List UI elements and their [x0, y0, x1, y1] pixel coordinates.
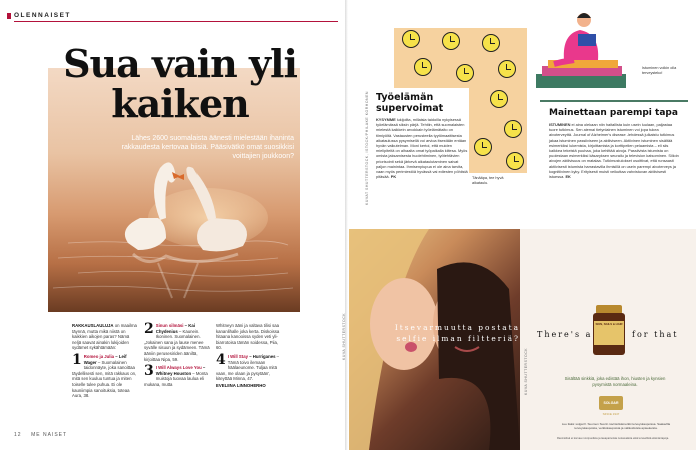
reader-caption: Istuminen voikin olla terveysteko! — [642, 66, 677, 75]
article-lead: Lähes 2600 suomalaista äänesti mielestään ihaninta rakkaudesta kertovaa biisiä. Pääsivätkö omat suosikkisi voittajien joukkoon? — [121, 135, 294, 160]
clock-icon — [456, 64, 474, 82]
song-title-4: I Will Stay — [227, 353, 249, 359]
memory-article-author: EK — [565, 174, 571, 180]
clock-icon — [498, 60, 516, 78]
song-title-1: Romeo ja Julia — [83, 353, 115, 359]
clock-icon — [414, 58, 432, 76]
body-column-2 — [144, 323, 210, 388]
memory-article-title: Mainettaan parempi tapa — [549, 108, 678, 118]
section-rule — [14, 21, 338, 22]
photo-credit-left: KUVA SHUTTERSTOCK — [342, 312, 346, 360]
clock-icon — [506, 152, 524, 170]
reading-woman-illustration — [534, 4, 630, 96]
song-number-2: 2 — [144, 321, 154, 337]
work-article-text: lukijoilta, millaisia taidoilla nykyisessä työelämässä siksin pärjä. Tehtiin, että suomalaisten mielestä kaikkein arvokkain työelämätaito on tiimiyöltä. Vastausten perusteella tyytömaattisesta aikataulussa pysymisellä voi arvioa itsestään entäan hyvän vaikutelman. Moni kertoi, että muiden mielipiteitä on alhaalta omat työpaikalla kiitesa. Myös omista jaksamisesta huolehtiminen, työtehtävien priorisointi sekä järkevä aikataulutaminen saivat paljon mainintaa. Ihmisenpiupua ei ole aina tarvita, vaan myös perimiestöä hyvässä vai ediesten pöhiistä pitäsää. — [376, 117, 468, 180]
song-item-1 — [72, 351, 138, 399]
work-article-lead: KYSYMME — [376, 117, 396, 122]
song-text-3: – Monta muistoja tuovaa laulua eli mukana, mutta — [144, 370, 208, 387]
song-title-2: Sinun silmäsi — [155, 323, 184, 328]
clock-caption: Tänääpa, tee hyvä aikataulu. — [472, 176, 504, 185]
body-column-1 — [72, 323, 138, 399]
song-artist-1: – Leif Wager — [83, 353, 127, 365]
ad-photo-credit: KUVA SHUTTERSTOCK — [524, 347, 528, 395]
page-folio — [14, 432, 67, 438]
song-number-3: 3 — [144, 363, 154, 380]
song-text-4: – Tämä toivo ilemaan häälaeunome. Tuljaa mitä vaan, me olaan ja pysytään', kiteyttää Minna, 47. — [216, 353, 280, 382]
ad-headline-right-2: for that — [632, 330, 679, 339]
ad-headline-left-line2: selfie ilman filtteriä? — [396, 334, 520, 343]
article-body — [72, 323, 340, 423]
intro-text: on maailma täynnä, mutta mikä niistä on kaikkien aikojen paras? Nämä neljä saavat ainakin lukijoiden sydämet sykähtämään: — [72, 323, 137, 351]
brand-logo: SOLGAR — [599, 396, 623, 410]
work-article-title: Työelämän supervoimat — [376, 92, 444, 114]
product-label: SKIN, NAILS & HAIR — [595, 322, 623, 326]
song-item-3 — [144, 365, 210, 387]
supplement-jar — [592, 305, 626, 355]
song-artist-2: – Kai Chydenius — [155, 323, 195, 334]
page-number: 12 — [14, 432, 22, 438]
ad-headline-left — [360, 322, 520, 344]
work-article-author: PK — [390, 174, 397, 180]
article-title — [60, 41, 300, 126]
intro-bold: RAKKAUSLAULUJA — [72, 323, 114, 328]
clock-icon — [490, 90, 508, 108]
song-number-4: 4 — [216, 351, 226, 368]
song-text-1: – Suomalainen taidonnäyte, joka sanoittaa täydellisesti sen, mitä rakkaus on, mitä sen kuuluu tuntua ja miten toiselle tulee puhua. Ei ole kauniimpia sanoituksia, toteaa Aura, 38. — [72, 359, 137, 399]
section-label: OLENNAISET — [14, 12, 71, 19]
ad-headline-left-line1: Itsevarmuutta postata — [394, 323, 520, 332]
magazine-name: ME NAISET — [31, 432, 68, 438]
song-text-3-continued: Whitneyn ääni ja valtava tilisi saa kananlihalle joka kerta. Diskoissa hitaana kanooissa syden veti yli-biarrotoisa tämän soidessa, Piia, 60. — [216, 323, 280, 351]
title-line-2: kaiken — [111, 81, 249, 126]
song-item-2 — [144, 323, 210, 362]
song-number-1: 1 — [72, 351, 82, 368]
memory-article-text: ei aina olekaan niin haitallista kuin usein luulaan, paljastaa tuore tutkimus. Sen aiemai tietynlainen istuminen voi jopa tukea aivoterveyttä. Journal of Alzheimer's disease -lehdessä julkaistu tutkimus jakaa istuminen passiiviseen ja aktiiviseen. Aktiivinen istuminen sisältää esimerkiksi lukemista, kirjoittamista ja korttipelien pelaamista – eli siis kaikkea tekeistä puuhaa, joka kehittää aivoja. Passiivista istumista on puolestaan esimerkiksi käsaryksen seurailu ja television katsominen. Silloin aivojen aktiivisuus on matalaa. Tutkimustulokset osoittivat, että runsaasti aktiivisesti istumista harrastavilla ihmisillä on usein parempi aivoterveys ja kognitiivinen kyky. Erityisesti muisti veikuttaa vahvistuvan aktiivisesti istuessa. — [549, 122, 679, 180]
clock-icon — [474, 138, 492, 156]
clock-icon — [482, 34, 500, 52]
song-artist-3: – Whitney Houston — [155, 365, 206, 376]
photo-credit-right: KUVAT SHUTTERSTOCK, ISTOCK/PHILAKE KORHONEN — [365, 91, 369, 205]
song-artist-4: – Hurriganes — [248, 353, 276, 359]
page-gutter — [345, 0, 348, 450]
section-marker — [7, 13, 11, 19]
memory-article-lead: ISTUMINEN — [549, 122, 571, 127]
clock-icon — [402, 30, 420, 48]
ad-tagline: Sisältää sinkkiä, joka edistää ihon, hiusten ja kynsien pysymistä normaaleina. — [564, 376, 666, 387]
work-article-body — [376, 117, 469, 179]
clock-icon — [442, 32, 460, 50]
song-item-4 — [216, 351, 282, 382]
article-byline: EVELIINA LINNOHERHO — [216, 382, 266, 388]
song-title-3: I Will Always Love You — [155, 365, 202, 371]
song-text-2: – Kaunein. Ikoninen. Suomalainen. „Jokainen sana ja lause menee syvälle sisuun ja sydämeen. Tämä ääniin perusesiriden ääniltä, kirjoittaa Nipa, 59. — [144, 328, 210, 362]
intro-paragraph — [72, 323, 138, 351]
ad-headline-right-1: There's a — [537, 330, 593, 339]
article-divider — [540, 100, 688, 102]
title-line-1: Sua vain yli — [63, 41, 297, 86]
memory-article-body — [549, 122, 681, 179]
body-column-3 — [216, 323, 282, 389]
clock-icon — [504, 120, 522, 138]
ad-fine-print-1: Lue lisää: solgar.fi. Suomen Suurin ravintolisämerkki terveyskaupoissa. Saatavilla terveyskaupoista, verkkokaupoista ja valikoiduista apteekeista. — [561, 422, 671, 430]
ad-fine-print-2: Ravintolisä ei korvaa monipuolista ja tasapainoista ruokavaliota eikä terveellisiä elämäntapoja. — [556, 437, 670, 440]
brand-since: SINCE 1947 — [602, 412, 620, 416]
